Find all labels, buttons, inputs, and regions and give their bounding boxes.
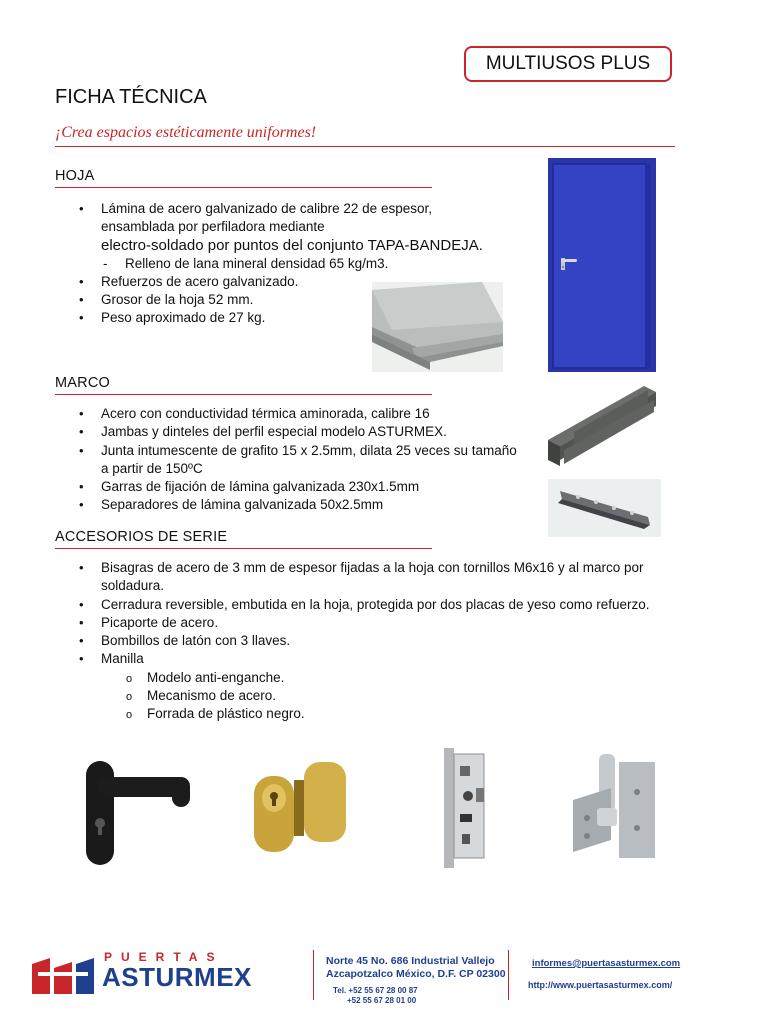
list-item: • Acero con conductividad térmica aminorada, calibre 16 <box>55 405 555 423</box>
list-subitem: o Forrada de plástico negro. <box>55 705 735 723</box>
product-badge: MULTIUSOS PLUS <box>464 46 672 82</box>
footer-website-link[interactable]: http://www.puertasasturmex.com/ <box>528 980 673 990</box>
tagline-divider <box>55 146 675 147</box>
list-item: • Manilla <box>55 650 735 668</box>
list-subitem: o Mecanismo de acero. <box>55 687 735 705</box>
footer-phone: Tel. +52 55 67 28 00 87 +52 55 67 28 01 00 <box>333 986 418 1005</box>
list-item: • Junta intumescente de grafito 15 x 2.5mm, dilata 25 veces su tamaño a partir de 150ºC <box>55 442 555 479</box>
list-item: • Separadores de lámina galvanizada 50x2.5mm <box>55 496 555 514</box>
list-item: • Cerradura reversible, embutida en la hoja, protegida por dos placas de yeso como refuerzo. <box>55 596 735 614</box>
footer-email-link[interactable]: informes@puertasasturmex.com <box>532 958 681 969</box>
accesorios-list <box>55 559 735 724</box>
list-item: • Bombillos de latón con 3 llaves. <box>55 632 735 650</box>
list-item: • Peso aproximado de 27 kg. <box>55 309 495 327</box>
section-divider-marco <box>55 394 432 395</box>
section-divider-accesorios <box>55 548 432 549</box>
document-title: FICHA TÉCNICA <box>55 86 207 108</box>
brand-tagline: PUERTAS <box>104 950 224 964</box>
section-heading-accesorios: ACCESORIOS DE SERIE <box>55 529 228 545</box>
section-heading-marco: MARCO <box>55 375 110 391</box>
section-divider-hoja <box>55 187 432 188</box>
brand-name: ASTURMEX <box>102 962 252 992</box>
list-item: • Picaporte de acero. <box>55 614 735 632</box>
fixing-claw-image <box>548 479 661 537</box>
footer-divider <box>508 950 509 1000</box>
frame-profile-image <box>544 380 660 470</box>
section-heading-hoja: HOJA <box>55 168 95 184</box>
cylinder-image <box>250 758 350 858</box>
list-item: • Grosor de la hoja 52 mm. <box>55 291 495 309</box>
list-item: • Lámina de acero galvanizado de calibre 22 de espesor, ensamblada por perfiladora mediante electro-soldado por puntos del conjunto TAPA-BANDEJA. <box>55 200 495 255</box>
list-subitem: o Modelo anti-enganche. <box>55 669 735 687</box>
list-item: • Refuerzos de acero galvanizado. <box>55 273 495 291</box>
marco-list <box>55 405 555 515</box>
list-item: • Jambas y dinteles del perfil especial modelo ASTURMEX. <box>55 423 555 441</box>
list-item: • Garras de fijación de lámina galvanizada 230x1.5mm <box>55 478 555 496</box>
list-subitem: - Relleno de lana mineral densidad 65 kg/m3. <box>55 255 495 273</box>
list-item: • Bisagras de acero de 3 mm de espesor fijadas a la hoja con tornillos M6x16 y al marco por soldadura. <box>55 559 735 596</box>
hinge-image <box>567 752 659 862</box>
panel-section-image <box>372 282 503 372</box>
brand-logo-icon <box>32 958 94 994</box>
footer-divider <box>313 950 314 1000</box>
footer-address: Norte 45 No. 686 Industrial Vallejo Azcapotzalco México, D.F. CP 02300 <box>326 955 506 980</box>
handle-image <box>80 755 198 867</box>
door-image <box>548 158 656 372</box>
tagline: ¡Crea espacios estéticamente uniformes! <box>55 124 317 141</box>
lock-image <box>440 748 490 868</box>
